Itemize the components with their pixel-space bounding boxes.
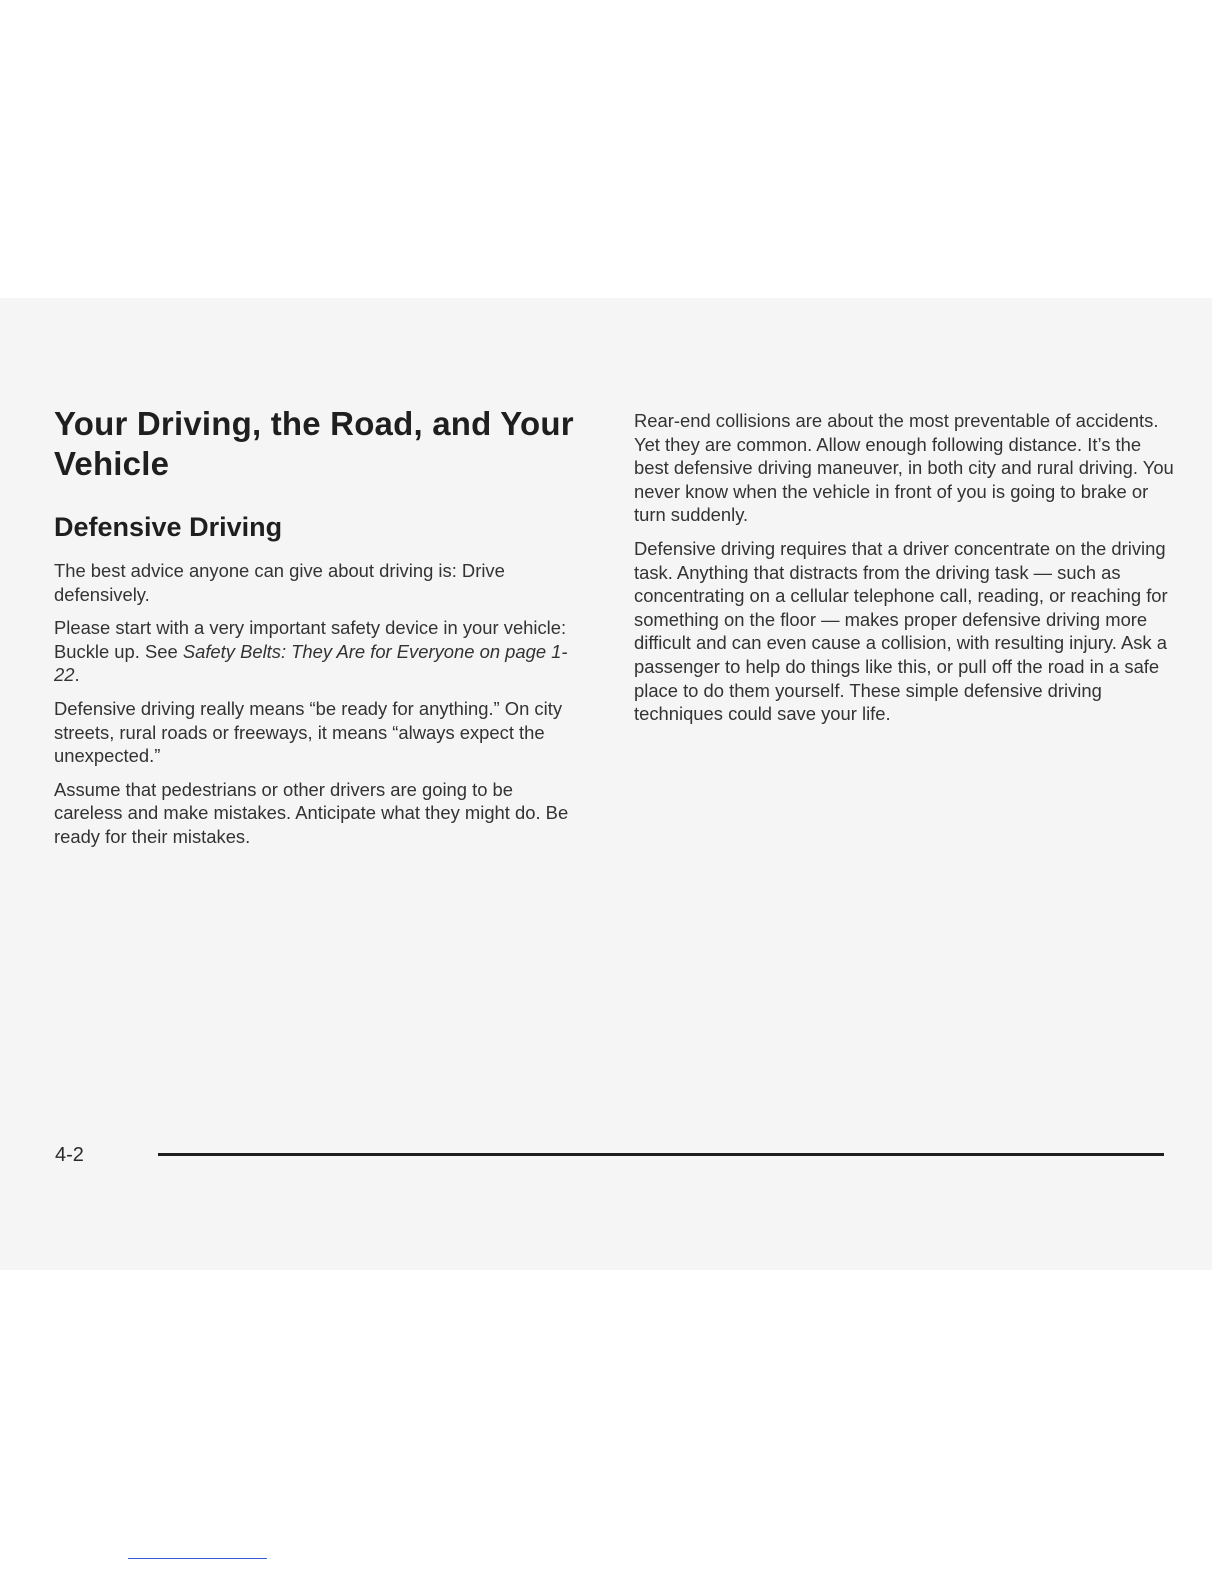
paragraph-assume-careless: Assume that pedestrians or other drivers are going to be careless and make mistakes. Anticipate what they might do. Be ready for their mistakes. [54, 778, 569, 847]
paragraph-best-advice: The best advice anyone can give about driving is: Drive defensively. [54, 560, 505, 605]
right-column [634, 409, 1174, 736]
bottom-link-underline [128, 1558, 267, 1559]
paragraph-concentrate: Defensive driving requires that a driver concentrate on the driving task. Anything that distracts from the driving task — such as concentrating on a cellular telephone call, reading, or reaching for something on the floor — makes proper defensive driving more difficult and can even cause a collision, with resulting injury. Ask a passenger to help do things like this, or pull off the road in a safe place to do them yourself. These simple defensive driving techniques could save your life. [634, 537, 1168, 725]
chapter-title: Your Driving, the Road, and Your Vehicle [54, 405, 574, 482]
buckle-up-end: . [74, 664, 80, 686]
page-number: 4-2 [55, 1144, 84, 1166]
buckle-up-text: Please start with a very important safety device in your vehicle: Buckle up. See [54, 617, 567, 662]
paragraph-rear-end-collisions: Rear-end collisions are about the most preventable of accidents. Yet they are common. Allow enough following distance. It’s the best defensive driving maneuver, in both city and rural driving. You never know when the vehicle in front of you is going to brake or turn suddenly. [634, 410, 1174, 526]
left-column [54, 404, 584, 859]
section-title: Defensive Driving [54, 512, 283, 542]
safety-belts-reference: Safety Belts: They Are for Everyone on page 1-22 [54, 640, 568, 686]
paragraph-ready-for-anything: Defensive driving really means “be ready for anything.” On city streets, rural roads or freeways, it means “always expect the unexpected.” [54, 697, 563, 767]
footer-rule [158, 1153, 1164, 1156]
paragraph-buckle-up [54, 616, 584, 687]
